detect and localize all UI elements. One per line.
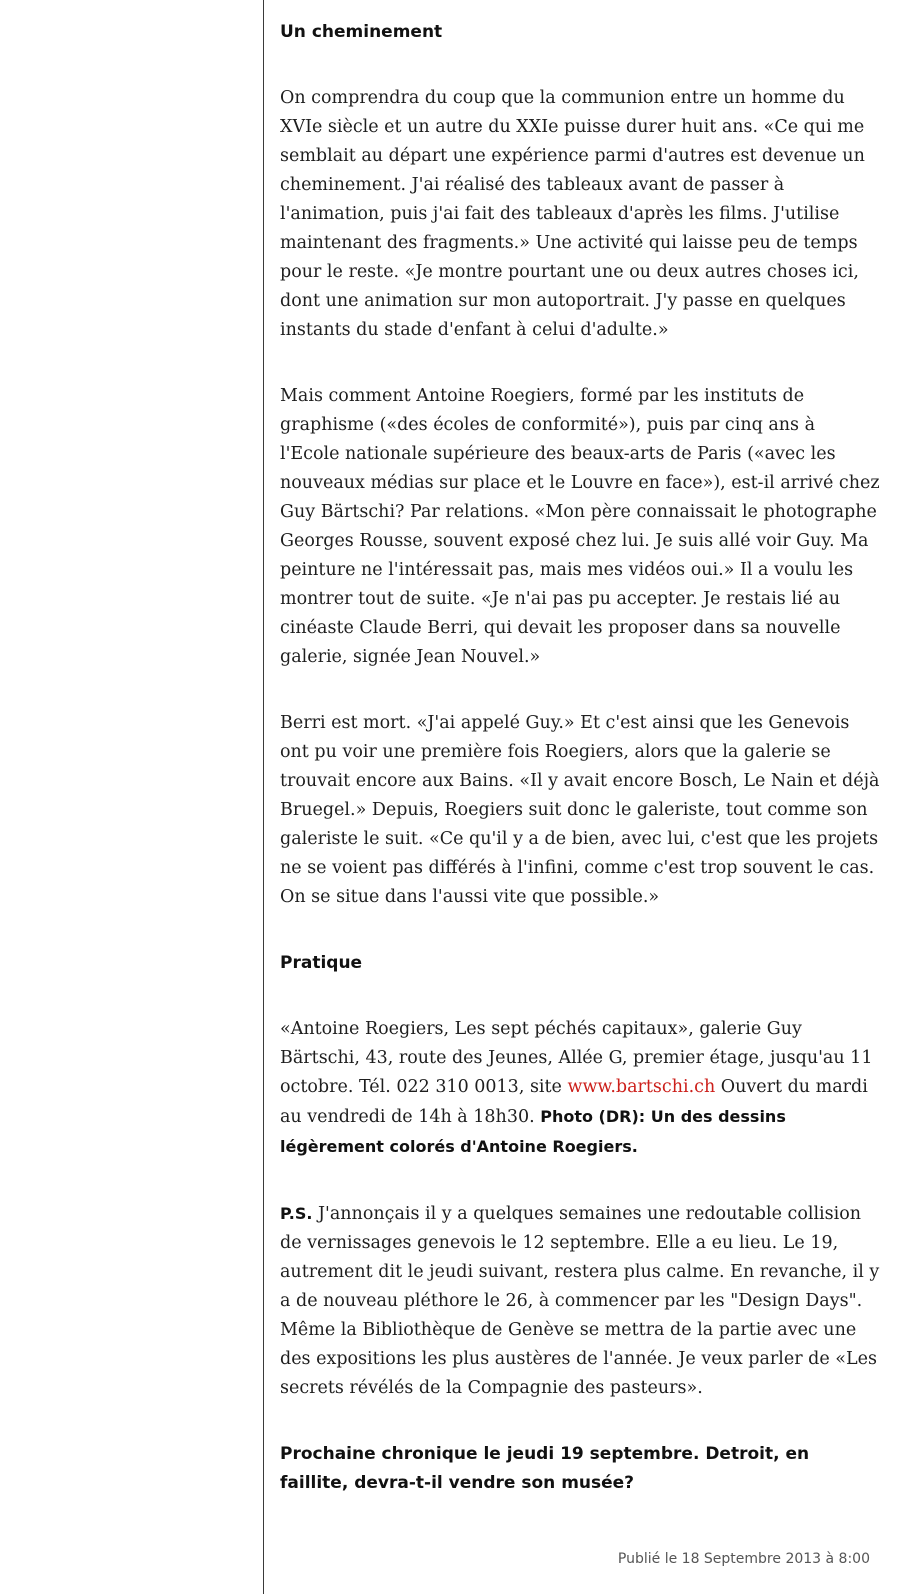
photo-caption: Photo (DR): Un des dessins légèrement colorés d'Antoine Roegiers. bbox=[280, 1107, 786, 1156]
section-heading-cheminement: Un cheminement bbox=[280, 22, 443, 42]
ps-label: P.S. bbox=[280, 1204, 313, 1223]
paragraph-3: Berri est mort. «J'ai appelé Guy.» Et c'est ainsi que les Genevois ont pu voir une première fois Roegiers, alors que la galerie se trouvait encore aux Bains. «Il y avait encore Bosch, Le Nain et déjà Bruegel.» Depuis, Roegiers suit donc le galeriste, tout comme son galeriste le suit. «Ce qu'il y a de bien, avec lui, c'est que les projets ne se voient pas différés à l'infini, comme c'est trop souvent le cas. On se situe dans l'aussi vite que possible.» bbox=[280, 713, 880, 907]
paragraph-2: Mais comment Antoine Roegiers, formé par les instituts de graphisme («des écoles de conformité»), puis par cinq ans à l'Ecole nationale supérieure des beaux-arts de Paris («avec les nouveaux médias sur place et le Louvre en face»), est-il arrivé chez Guy Bärtschi? Par relations. «Mon père connaissait le photographe Georges Rousse, souvent exposé chez lui. Je suis allé voir Guy. Ma peinture ne l'intéressait pas, mais mes vidéos oui.» Il a voulu les montrer tout de suite. «Je n'ai pas pu accepter. Je restais lié au cinéaste Claude Berri, qui devait les proposer dans sa nouvelle galerie, signée Jean Nouvel.» bbox=[280, 386, 880, 667]
practical-info-text: «Antoine Roegiers, Les sept péchés capitaux», galerie Guy Bärtschi, 43, route des Jeunes, Allée G, premier étage, jusqu'au 11 octobre. Tél. 022 310 0013, site bbox=[280, 1019, 873, 1097]
left-column-divider bbox=[263, 0, 264, 1594]
ps-text: J'annonçais il y a quelques semaines une redoutable collision de vernissages genevois le 12 septembre. Elle a eu lieu. Le 19, autrement dit le jeudi suivant, restera plus calme. En revanche, il y a de nouveau pléthore le 26, à commencer par les "Design Days". Même la Bibliothèque de Genève se mettra de la partie avec une des expositions les plus austères de l'année. Je veux parler de «Les secrets révélés de la Compagnie des pasteurs». bbox=[280, 1204, 880, 1398]
article-body bbox=[280, 18, 880, 1535]
ps-paragraph bbox=[280, 1199, 880, 1403]
next-column-note: Prochaine chronique le jeudi 19 septembre. Detroit, en faillite, devra-t-il vendre son musée? bbox=[280, 1444, 810, 1493]
practical-info-paragraph bbox=[280, 1015, 880, 1162]
publication-date: Publié le 18 Septembre 2013 à 8:00 bbox=[617, 1551, 870, 1567]
paragraph-1: On comprendra du coup que la communion entre un homme du XVIe siècle et un autre du XXIe puisse durer huit ans. «Ce qui me semblait au départ une expérience parmi d'autres est devenue un cheminement. J'ai réalisé des tableaux avant de passer à l'animation, puis j'ai fait des tableaux d'après les films. J'utilise maintenant des fragments.» Une activité qui laisse peu de temps pour le reste. «Je montre pourtant une ou deux autres choses ici, dont une animation sur mon autoportrait. J'y passe en quelques instants du stade d'enfant à celui d'adulte.» bbox=[280, 88, 865, 340]
gallery-website-link[interactable]: www.bartschi.ch bbox=[567, 1077, 716, 1097]
opening-hours-text: Ouvert du mardi au vendredi de 14h à 18h30. bbox=[280, 1077, 868, 1127]
section-heading-pratique: Pratique bbox=[280, 953, 363, 973]
